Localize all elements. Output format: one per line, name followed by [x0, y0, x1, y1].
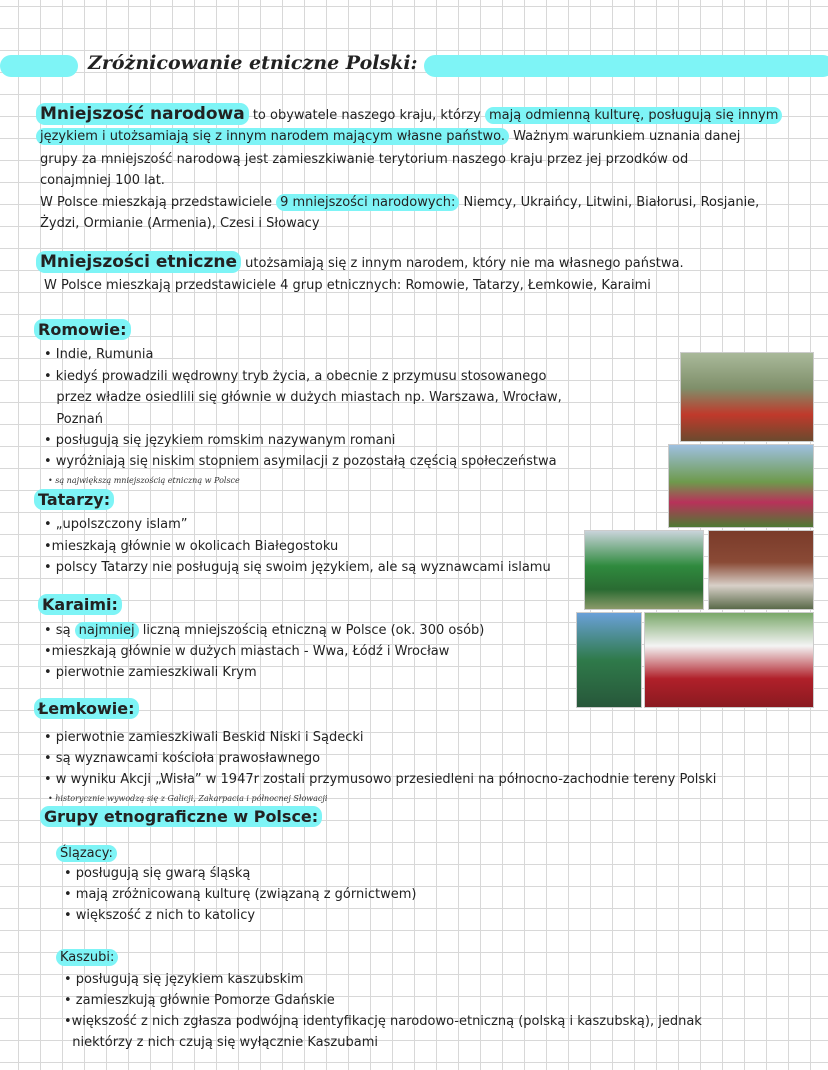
photo-romowie-2 [668, 444, 814, 528]
list-item: niektórzy z nich czują się wyłącznie Kaszubami [64, 1035, 378, 1050]
list-item: • posługują się językiem kaszubskim [64, 972, 304, 987]
title-highlight-left [0, 55, 78, 77]
heading-romowie: Romowie: [34, 319, 131, 340]
p1-line3: grupy za mniejszość narodową jest zamieszkiwanie terytorium naszego kraju przez jej przodków od [40, 152, 689, 167]
list-item: • mają zróżnicowaną kulturę (związaną z górnictwem) [64, 887, 417, 902]
list-item: • są najmniej liczną mniejszością etniczną w Polsce (ok. 300 osób) [44, 623, 485, 638]
heading-tatarzy: Tatarzy: [34, 489, 114, 510]
list-item: • pierwotnie zamieszkiwali Beskid Niski i Sądecki [44, 730, 364, 745]
handwritten-note: • są największą mniejszością etniczną w Polsce [48, 476, 240, 485]
p1-line2: językiem i utożsamiają się z innym narodem mającym własne państwo. Ważnym warunkiem uznania danej [36, 128, 740, 146]
list-item: •większość z nich zgłasza podwójną identyfikację narodowo-etniczną (polską i kaszubską), jednak [64, 1014, 702, 1029]
page-title: Zróżnicowanie etniczne Polski: [88, 52, 418, 74]
list-item: • większość z nich to katolicy [64, 908, 256, 923]
list-item: • są wyznawcami kościoła prawosławnego [44, 751, 321, 766]
list-item: • w wyniku Akcji „Wisła” w 1947r zostali przymusowo przesiedleni na północno-zachodnie tereny Polski [44, 772, 717, 787]
photo-karaimi [644, 612, 814, 708]
list-item: • Indie, Rumunia [44, 347, 154, 362]
list-item: • polscy Tatarzy nie posługują się swoim językiem, ale są wyznawcami islamu [44, 560, 551, 575]
p1-line5: W Polsce mieszkają przedstawiciele 9 mniejszości narodowych: Niemcy, Ukraińcy, Litwini, Białorusi, Rosjanie, [40, 195, 760, 210]
p1-line4: conajmniej 100 lat. [40, 173, 165, 188]
photo-tatarzy [708, 530, 814, 610]
p1-line6: Żydzi, Ormianie (Armenia), Czesi i Słowacy [40, 216, 320, 231]
photo-tatar-mosque [584, 530, 704, 610]
heading-lemkowie: Łemkowie: [34, 698, 139, 719]
heading-kaszubi: Kaszubi: [56, 949, 118, 966]
list-item: • posługują się językiem romskim nazywanym romani [44, 433, 396, 448]
list-item: Poznań [44, 412, 103, 427]
title-highlight-right [424, 55, 828, 77]
p1-line1: Mniejszość narodowa to obywatele naszego kraju, którzy mają odmienną kulturę, posługują się innym [36, 105, 782, 125]
list-item: • kiedyś prowadzili wędrowny tryb życia, a obecnie z przymusu stosowanego [44, 369, 547, 384]
p2-line2: W Polsce mieszkają przedstawiciele 4 grup etnicznych: Romowie, Tatarzy, Łemkowie, Karaimi [44, 278, 651, 293]
list-item: przez władze osiedlili się głównie w dużych miastach np. Warszawa, Wrocław, [44, 390, 562, 405]
term-mniejszosc-narodowa: Mniejszość narodowa [36, 103, 249, 125]
heading-karaimi: Karaimi: [38, 594, 122, 615]
p2-line1: Mniejszości etniczne utożsamiają się z innym narodem, który nie ma własnego państwa. [36, 253, 684, 273]
list-item: •mieszkają głównie w okolicach Białegostoku [44, 539, 339, 554]
heading-slazacy: Ślązacy: [56, 845, 117, 862]
photo-karaimi-kenesa [576, 612, 642, 708]
list-item: •mieszkają głównie w dużych miastach - Wwa, Łódź i Wrocław [44, 644, 450, 659]
photo-romowie-1 [680, 352, 814, 442]
list-item: • posługują się gwarą śląską [64, 866, 251, 881]
list-item: • „upolszczony islam” [44, 517, 188, 532]
list-item: • pierwotnie zamieszkiwali Krym [44, 665, 257, 680]
heading-grupy-etnograficzne: Grupy etnograficzne w Polsce: [40, 806, 322, 827]
list-item: • wyróżniają się niskim stopniem asymilacji z pozostałą częścią społeczeństwa [44, 454, 557, 469]
handwritten-note: • historycznie wywodzą się z Galicji, Zakarpacia i północnej Słowacji [48, 794, 328, 803]
list-item: • zamieszkują głównie Pomorze Gdańskie [64, 993, 335, 1008]
term-mniejszosci-etniczne: Mniejszości etniczne [36, 251, 241, 273]
